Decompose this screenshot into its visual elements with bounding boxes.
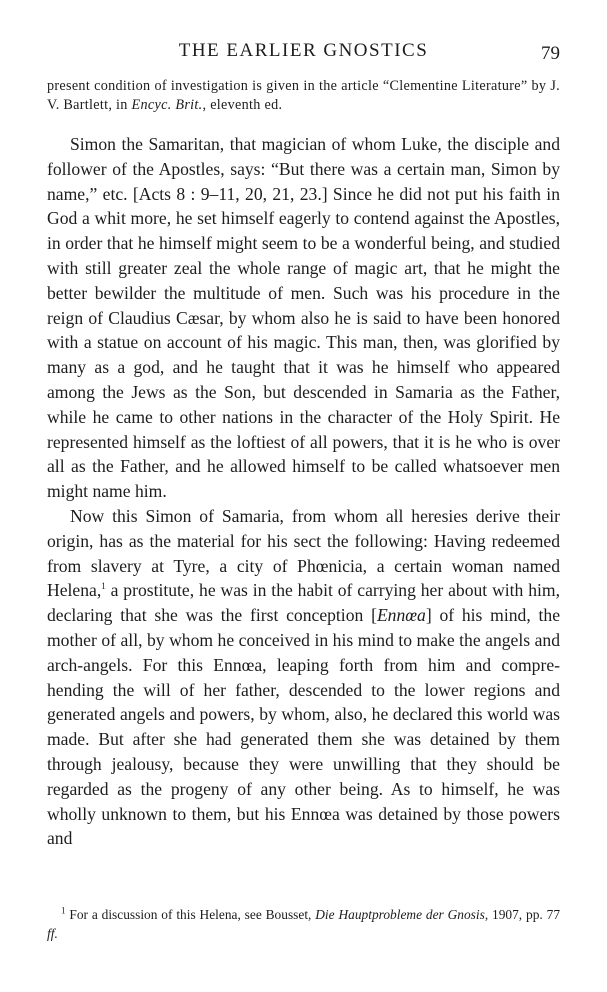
paragraph-1: Simon the Samaritan, that magician of whom Luke, the disciple and follower of the Apostles, says: “But there was a certain man, Simon by name,” etc. [Acts 8 : 9–11, 20, 21, 23.] Since he did not put his faith in God a whit more, he set himself eagerly to contend against the Apostles, in order that he himself might seem to be a wonderful being, and studied with still greater zeal the whole range of magic art, that he might the better bewilder the multitude of men. Such was his procedure in the reign of Claudius Cæsar, by whom also he is said to have been honored with a statue on account of his magic. This man, then, was glorified by many as a god, and he taught that it was he himself who appeared among the Jews as the Son, but descended in Samaria as the Father, while he came to other nations in the character of the Holy Spirit. He represented himself as the loftiest of all powers, that it is he who is over all as the Father, and he allowed himself to be called whatsoever men might name him.: [47, 134, 560, 502]
paragraph-2-part-1: Now this Simon of Samaria, from whom all heresies derive their origin, has as the material for his sect the following: Having redeemed from slavery at Tyre, a city of Phœnicia, a certain woman named Helena,: [47, 505, 560, 601]
footnote-1-marker: 1: [61, 905, 66, 916]
page-number: 79: [541, 43, 560, 64]
main-text: [47, 132, 560, 851]
paragraph-2-part-2: a prostitute, he was in the habit of carrying her about with him, declaring that she was the first conception [: [47, 580, 560, 626]
footnote-1-ff: ff.: [47, 926, 58, 941]
page-header: [47, 40, 560, 66]
footnote-1-book-title: Die Hauptprobleme der Gnosis: [315, 907, 485, 922]
running-head: THE EARLIER GNOSTICS: [178, 40, 429, 61]
footnote-1-text: For a discussion of this Helena, see Bousset,: [65, 907, 316, 922]
top-note-text-end: , eleventh ed.: [202, 97, 283, 113]
footnotes: [47, 905, 560, 943]
footnote-1-text-end: , 1907, pp. 77: [484, 907, 561, 922]
continued-footnote: [47, 77, 560, 115]
top-note-text: present condition of investigation is given in the article “Clementine Literature” by J. V. Bartlett, in: [47, 78, 560, 113]
paragraph-2: [47, 504, 560, 851]
top-note-italic: Encyc. Brit.: [131, 97, 203, 113]
ennoea-term: Ennœa: [376, 605, 426, 626]
footnote-1: [47, 905, 560, 943]
paragraph-2-part-3: ] of his mind, the mother of all, by whom he conceived in his mind to make the angels and arch-angels. For this Ennœa, leaping forth from him and compre-hending the will of her father, descended to the lower regions and generated angels and powers, by whom, also, he declared this world was made. But after she had generated them she was detained by them through jealousy, because they were unwilling that they should be regarded as the progeny of any other being. As to himself, he was wholly unknown to them, but his Ennœa was detained by those powers and: [47, 605, 561, 849]
footnote-marker[interactable]: 1: [101, 581, 106, 592]
